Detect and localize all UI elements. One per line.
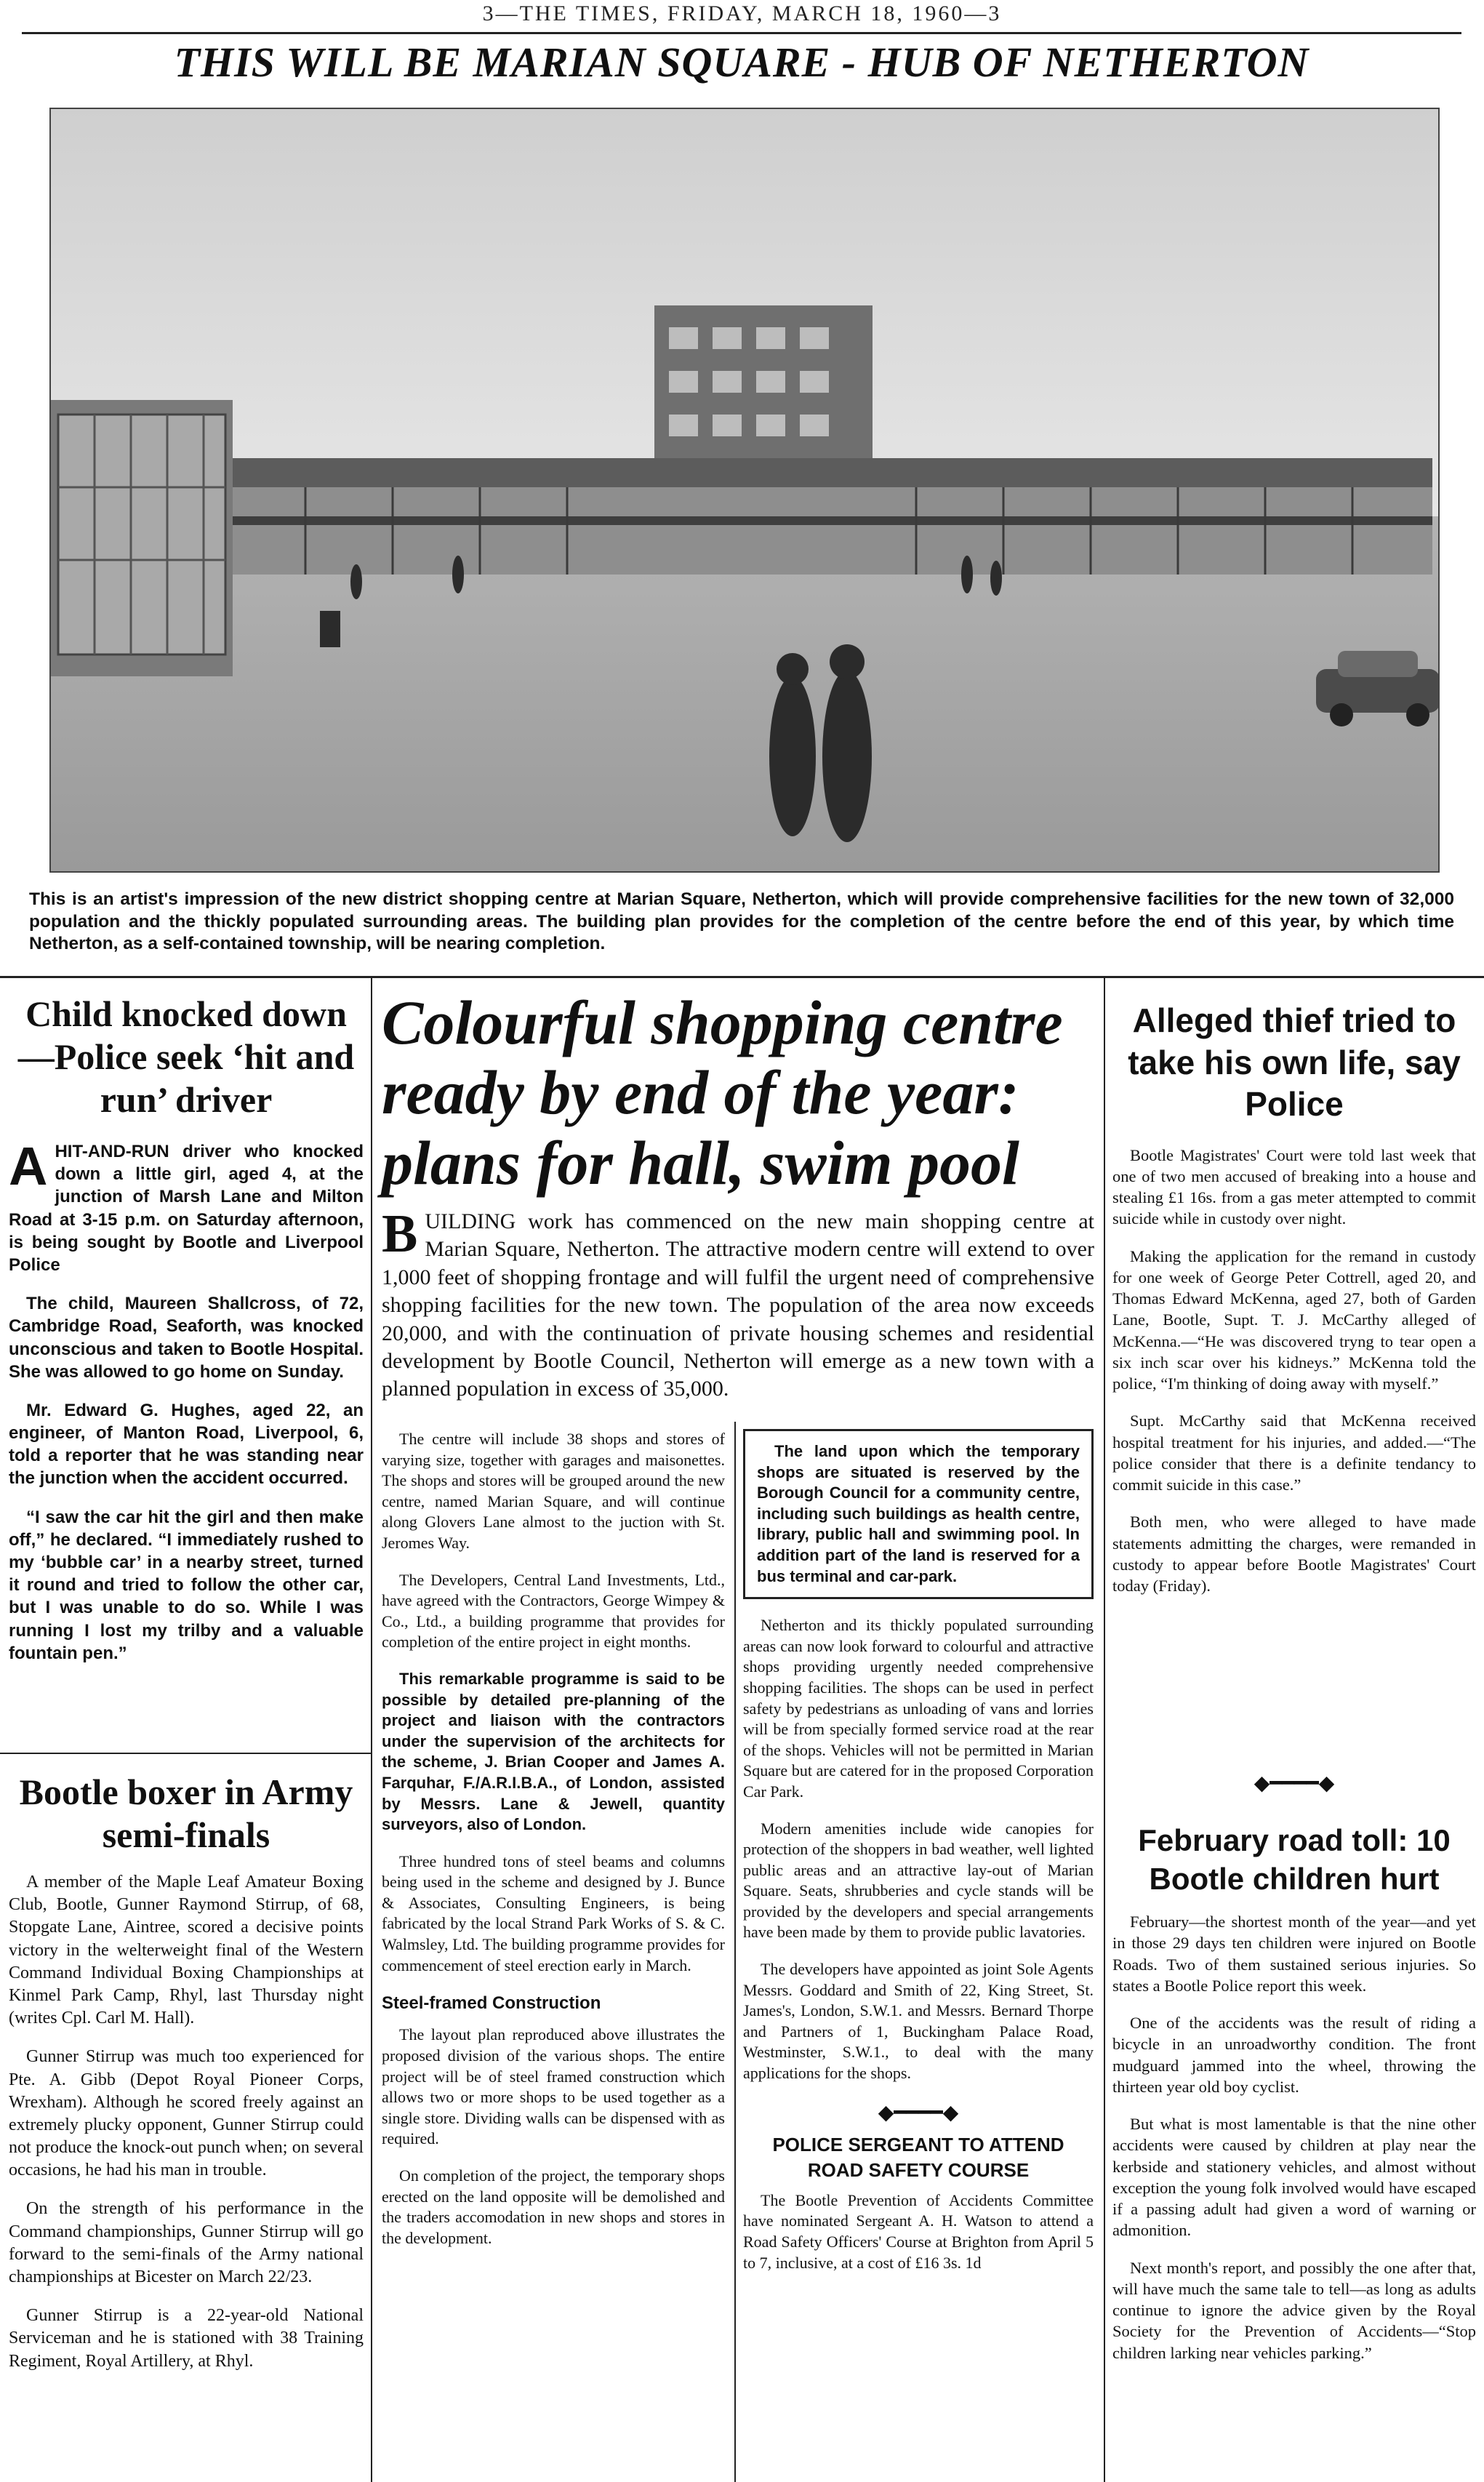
road-toll-p4: Next month's report, and possibly the one after that, will have much the same tale to tell—as long as adults continue to ignore the advice given by the Royal Society for the Prevention of Accidents—“Stop children larking near vehicles parking.” (1112, 2258, 1476, 2362)
centre-b-p1: Netherton and its thickly populated surrounding areas can now look forward to colourful and attractive shops providing urgently needed comprehensive shopping facilities. The shops can be used in perfect safety by pedestrians as unloading of vans and lorries will be from specially formed service road at the rear of the shops. Vehicles will not be permitted in Marian Square but are catered for in the proposed Corporation Car Park. (743, 1616, 1094, 1801)
centre-a-p4: Three hundred tons of steel beams and columns being used in the scheme and designed by J. Bunce & Associates, Consulting Engineers, is being fabricated by the local Strand Park Works of S. & C. Walmsley, Ltd. The building programme provides for commencement of steel erection early in March. (382, 1852, 725, 1974)
police-story-body (743, 2190, 1094, 2273)
road-toll-headline: February road toll: 10 Bootle children hurt (1138, 1823, 1451, 1896)
right-ornament-divider: ◆━━━━◆ (1254, 1772, 1335, 1795)
shopping-centre-illustration (51, 109, 1438, 871)
boxer-story-p3: On the strength of his performance in the Command championships, Gunner Stirrup will go forward to the semi-finals of the Army national championships at Bicester on March 22/23. (9, 2199, 364, 2286)
road-toll-p2: One of the accidents was the result of riding a bicycle in an unroadworthy condition. The front mudguard jammed into the wheel, throwing the thirteen year old boy cyclist. (1112, 2014, 1476, 2096)
centre-b-p2: Modern amenities include wide canopies for protection of the shoppers in bad weather, well lighted public areas and an attractive lay-out of Marian Square. Seats, shrubberies and cycle stands will be provided by the developers and special arrangements have been made by them to provide public lavatories. (743, 1819, 1094, 1942)
artist-impression-photo (49, 108, 1440, 873)
masthead-rule (22, 32, 1461, 34)
thief-story-headline: Alleged thief tried to take his own life, say Police (1128, 1001, 1461, 1123)
police-story-p1: The Bootle Prevention of Accidents Committee have nominated Sergeant A. H. Watson to attend a Road Safety Officers' Course at Brighton from April 5 to 7, inclusive, at a cost of £16 3s. 1d (743, 2190, 1094, 2272)
thief-story-p2: Making the application for the remand in custody for one week of George Peter Cottrell, aged 20, and Thomas Edward McKenna, aged 27, both of Garden Lane, Bootle, Supt. T. J. McCarthy alleged of McKenna.—“He was discovered tryng to tear open a six inch scar over his kidneys.” McKenna told the police, “I'm thinking of doing away with myself.” (1112, 1246, 1476, 1393)
boxer-story-headline: Bootle boxer in Army semi-finals (19, 1772, 353, 1855)
left-story-dropcap: A (9, 1136, 48, 1196)
centre-story (382, 988, 1094, 1420)
centre-a-p1: The centre will include 38 shops and stores of varying size, together with garages and maisonettes. The shops and stores will be grouped around the new centre, named Marian Square, and will continue along Glovers Lane almost to the juction with St. Jeromes Way. (382, 1430, 725, 1552)
boxer-story (9, 1771, 364, 2389)
thief-story (1112, 1000, 1476, 1612)
photo-caption: This is an artist's impression of the new district shopping centre at Marian Square, Netherton, which will provide comprehensive facilities for the new town of 32,000 population and the thickly populated surrounding areas. The building plan provides for the completion of the centre before the end of this year, by which time Netherton, as a self-contained township, will be nearing completion. (29, 889, 1454, 954)
centre-column-a (382, 1429, 725, 2265)
community-centre-box-text: The land upon which the temporary shops are situated is reserved by the Borough Council for a community centre, including such buildings as health centre, library, public hall and swimming pool. In addition part of the land is reserved for a bus terminal and car-park. (757, 1442, 1080, 1585)
left-story-body (9, 1136, 364, 1665)
left-story-p2: Mr. Edward G. Hughes, aged 22, an engineer, of Manton Road, Liverpool, 6, told a reporter that he was standing near the junction when the accident occurred. (9, 1400, 364, 1489)
centre-column-b (743, 1429, 1094, 2289)
centre-story-headline: Colourful shopping centre ready by end of the year: plans for hall, swim pool (382, 988, 1063, 1198)
thief-story-body (1112, 1145, 1476, 1597)
road-toll-body (1112, 1911, 1476, 2363)
centre-story-lead-block (382, 1204, 1094, 1404)
road-toll-p3: But what is most lamentable is that the nine other accidents were caused by children at play near the kerbside and stationery vehicles, and almost without exception the young folk involved would have escaped if a passing adult had given a word of warning or admonition. (1112, 2115, 1476, 2240)
main-headline: THIS WILL BE MARIAN SQUARE - HUB OF NETHERTON (174, 39, 1309, 86)
column-rule-3 (734, 1422, 736, 2482)
section-rule (0, 976, 1484, 978)
left-story (9, 993, 364, 1681)
boxer-story-p2: Gunner Stirrup was much too experienced for Pte. A. Gibb (Depot Royal Pioneer Corps, Wrexham). Although he scored freely against an extremely plucky opponent, Gunner Stirrup could not produce the knock-out punch when; on several occasions, he had his man in trouble. (9, 2047, 364, 2180)
thief-story-p3: Supt. McCarthy said that McKenna received hospital treatment for his injuries, and added.—“The police consider that there is a definite tendancy to commit suicide in this case.” (1112, 1412, 1476, 1494)
police-story-headline: POLICE SERGEANT TO ATTEND ROAD SAFETY COURSE (772, 2133, 1064, 2181)
left-story-lead: HIT-AND-RUN driver who knocked down a little girl, aged 4, at the junction of Marsh Lane and Milton Road at 3-15 p.m. on Saturday afternoon, is being sought by Bootle and Liverpool Police (9, 1142, 364, 1275)
column-rule-2 (1104, 978, 1105, 2482)
page-folio: 3—THE TIMES, FRIDAY, MARCH 18, 1960—3 (482, 1, 1002, 25)
centre-b-body (743, 1615, 1094, 2083)
boxer-story-p1: A member of the Maple Leaf Amateur Boxing Club, Bootle, Gunner Raymond Stirrup, of 68, Stopgate Lane, Aintree, scored a decisive points victory in the welterweight final of the Western Command Individual Boxing Championships at Kinmel Park Camp, Rhyl, last Thursday night (writes Cpl. Carl M. Hall). (9, 1873, 364, 2028)
thief-story-p4: Both men, who were alleged to have made statements admitting the charges, were remanded in custody to appear before Bootle Magistrates' Court today (Friday). (1112, 1513, 1476, 1595)
left-story-headline: Child knocked down —Police seek ‘hit and run’ driver (17, 993, 355, 1120)
left-story-p1: The child, Maureen Shallcross, of 72, Cambridge Road, Seaforth, was knocked unconscious and taken to Bootle Hospital. She was allowed to go home on Sunday. (9, 1294, 364, 1382)
centre-story-dropcap: B (382, 1204, 418, 1264)
left-divider (0, 1753, 371, 1754)
community-centre-box (743, 1429, 1094, 1599)
road-toll-p1: February—the shortest month of the year—and yet in those 29 days ten children were injured on Bootle Roads. Two of them sustained serious injuries. So states a Bootle Police report this week. (1112, 1913, 1476, 1995)
centre-story-lead: UILDING work has commenced on the new main shopping centre at Marian Square, Netherton. The attractive modern centre will extend to over 1,000 feet of shopping frontage and will fulfil the urgent need of comprehensive shopping facilities for the new town. The population of the area now exceeds 20,000, and with the continuation of private housing schemes and residential development by Bootle Council, Netherton will emerge as a new town with a planned population in excess of 35,000. (382, 1209, 1094, 1401)
road-toll-story (1112, 1822, 1476, 2379)
centre-a-p6: On completion of the project, the temporary shops erected on the land opposite will be demolished and the traders accomodation in new shops and stores in the development. (382, 2166, 725, 2247)
column-rule-1 (371, 978, 372, 2482)
boxer-story-p4: Gunner Stirrup is a 22-year-old National Serviceman and he is stationed with 38 Training Regiment, Royal Artillery, at Rhyl. (9, 2306, 364, 2371)
left-story-p3: “I saw the car hit the girl and then make off,” he declared. “I immediately rushed to my ‘bubble car’ in a nearby street, turned it round and tried to follow the other car, but I was unable to do so. While I was running I lost my trilby and a valuable fountain pen.” (9, 1507, 364, 1663)
centre-a-subhead: Steel-framed Construction (382, 1993, 601, 2014)
centre-b-p3: The developers have appointed as joint Sole Agents Messrs. Goddard and Smith of 22, King Street, St. James's, London, S.W.1. and Messrs. Bernard Thorpe and Partners of 1, Buckingham Palace Road, Westminster, S.W.1., to deal with the many applications for the shops. (743, 1960, 1094, 2083)
centre-a-p2: The Developers, Central Land Investments, Ltd., have agreed with the Contractors, George Wimpey & Co., Ltd., a building programme that provides for completion of the entire project in eight months. (382, 1570, 725, 1652)
ornament-divider: ◆━━━━◆ (878, 2101, 959, 2124)
centre-a-p3: This remarkable programme is said to be possible by detailed pre-planning of the project and liaison with the contractors under the supervision of the architects for the scheme, J. Brian Cooper and James A. Farquhar, F./A.R.I.B.A., of London, assisted by Messrs. Lane & Jewell, quantity surveyors, also of London. (382, 1669, 725, 1834)
thief-story-p1: Bootle Magistrates' Court were told last week that one of two men accused of breaking into a house and stealing £1 16s. from a gas meter attempted to commit suicide while in custody over night. (1112, 1145, 1476, 1228)
boxer-story-body (9, 1871, 364, 2373)
centre-a-p5: The layout plan reproduced above illustrates the proposed division of the various shops. The entire project will be of steel framed construction which allows two or more shops to be used together as a single store. Dividing walls can be dispensed with as required. (382, 2025, 725, 2148)
